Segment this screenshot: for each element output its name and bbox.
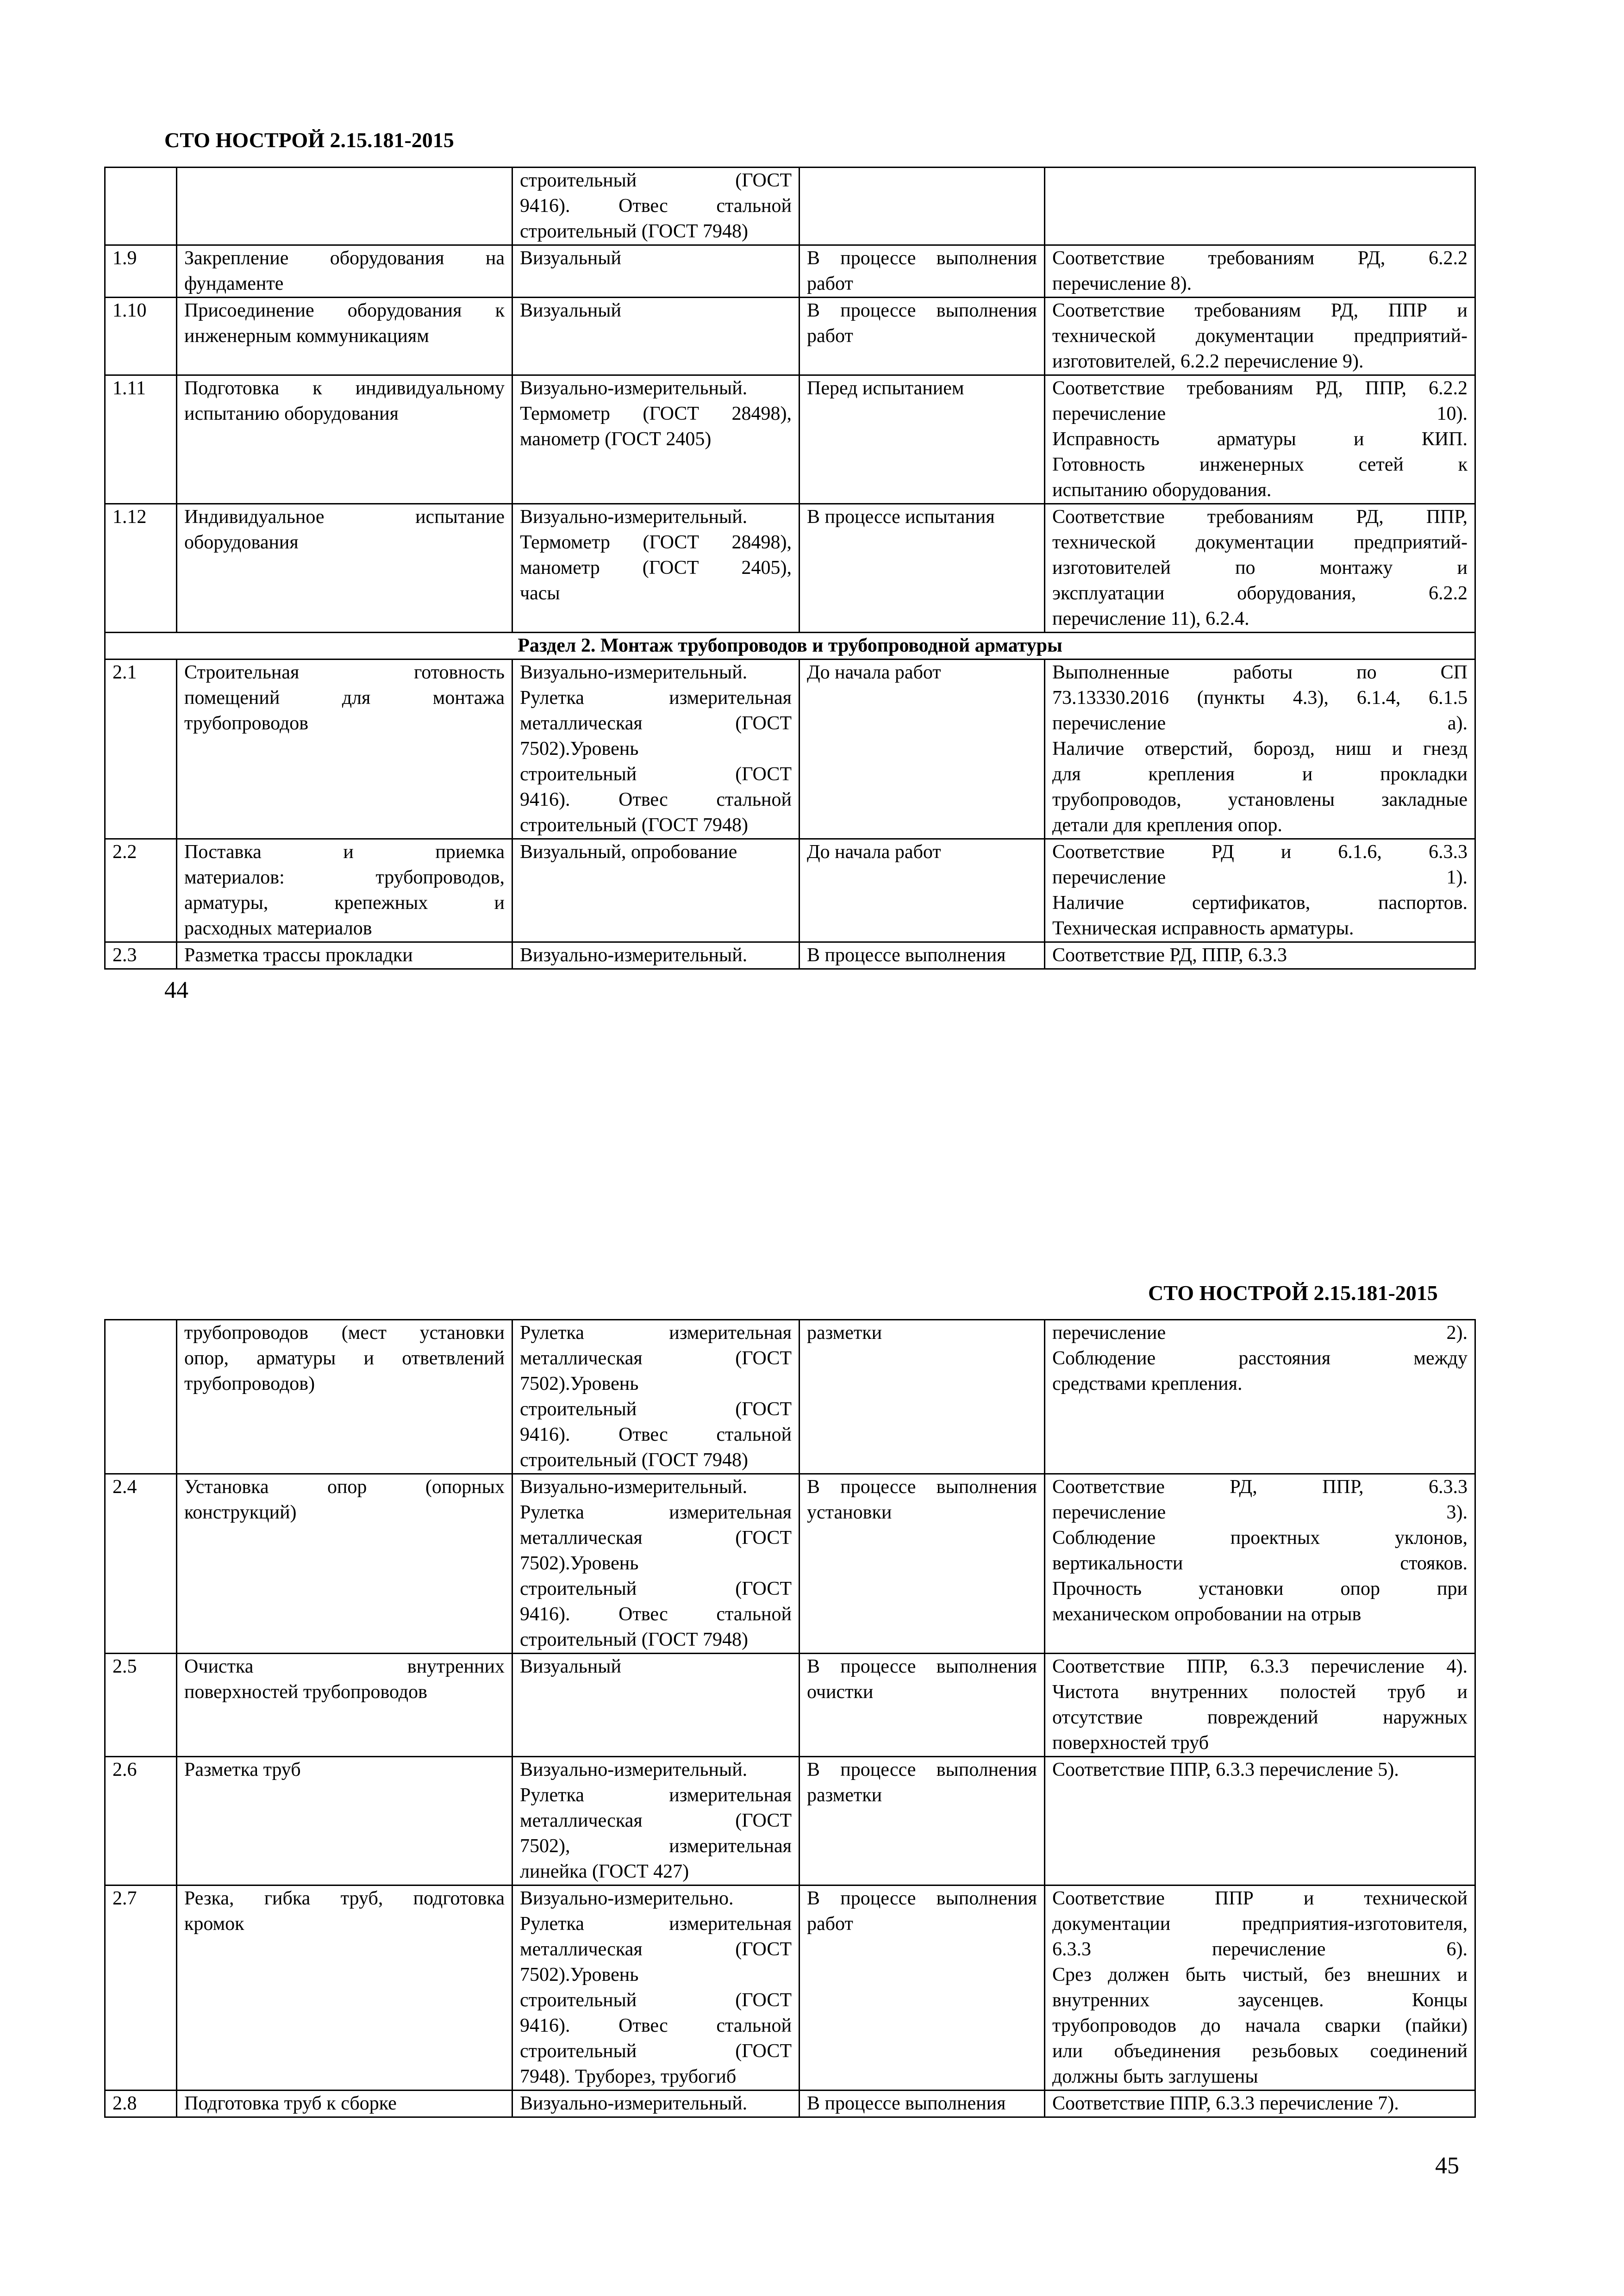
cell-line: материалов: трубопроводов, [184, 867, 505, 888]
operation-cell [177, 1654, 512, 1757]
requirement-cell [1045, 1474, 1475, 1654]
cell-line: Перед испытанием [807, 378, 964, 399]
cell-line: В процессе выполнения [807, 1759, 1037, 1780]
cell-line: Соответствие требованиям РД, 6.2.2 [1052, 248, 1468, 269]
cell-line: Визуально-измерительный. [520, 506, 748, 528]
row-number: 1.12 [105, 504, 177, 633]
cell-line: металлическая (ГОСТ [520, 1348, 792, 1369]
cell-line: строительный (ГОСТ [520, 2041, 792, 2062]
cell-line: Резка, гибка труб, подготовка [184, 1888, 505, 1909]
cell-line: металлическая (ГОСТ [520, 1810, 792, 1831]
cell-line: строительный (ГОСТ [520, 1578, 792, 1599]
cell-line: строительный (ГОСТ [520, 170, 792, 191]
page-header-bottom: СТО НОСТРОЙ 2.15.181-2015 [1148, 1281, 1438, 1305]
cell-line: 9416). Отвес стальной [520, 1604, 792, 1625]
cell-line: 9416). Отвес стальной [520, 789, 792, 810]
page-header-top: СТО НОСТРОЙ 2.15.181-2015 [164, 128, 454, 152]
row-number: 2.1 [105, 660, 177, 839]
cell-line: 7502).Уровень [520, 1373, 639, 1394]
cell-line: испытанию оборудования [184, 403, 399, 424]
cell-line: поверхностей трубопроводов [184, 1681, 427, 1703]
table-row [105, 1885, 1475, 2091]
method-cell [512, 1885, 800, 2091]
table-row [105, 839, 1475, 942]
cell-line: Подготовка к индивидуальному [184, 378, 505, 399]
cell-line: В процессе выполнения [807, 1656, 1037, 1677]
timing-cell [800, 1654, 1045, 1757]
cell-line: трубопроводов) [184, 1373, 315, 1394]
timing-cell [800, 2091, 1045, 2117]
cell-line: опор, арматуры и ответвлений [184, 1348, 505, 1369]
table-row [105, 375, 1475, 504]
page-number-top: 44 [164, 977, 188, 1003]
section-row [105, 633, 1475, 660]
row-number: 2.2 [105, 839, 177, 942]
cell-line: строительный (ГОСТ 7948) [520, 1450, 748, 1471]
cell-line: расходных материалов [184, 918, 372, 939]
cell-line: 9416). Отвес стальной [520, 1424, 792, 1445]
cell-line: 9416). Отвес стальной [520, 2015, 792, 2036]
cell-line: технической документации предприятий- [1052, 325, 1468, 347]
requirement-cell [1045, 1654, 1475, 1757]
cell-line: Чистота внутренних полостей труб и [1052, 1681, 1468, 1703]
table-row [105, 660, 1475, 839]
cell-line: В процессе выполнения [807, 1476, 1037, 1498]
timing-cell [800, 942, 1045, 969]
cell-line: Термометр (ГОСТ 28498), [520, 532, 792, 553]
cell-line: разметки [807, 1785, 882, 1806]
cell-line: манометр (ГОСТ 2405), [520, 557, 792, 579]
cell-line: манометр (ГОСТ 2405) [520, 429, 712, 450]
cell-line: Установка опор (опорных [184, 1476, 505, 1498]
cell-line: Готовность инженерных сетей к [1052, 454, 1468, 475]
cell-line: Соответствие ППР, 6.3.3 перечисление 7). [1052, 2093, 1399, 2114]
cell-line: строительный (ГОСТ [520, 1990, 792, 2011]
cell-line: Соответствие ППР, 6.3.3 перечисление 4). [1052, 1656, 1468, 1677]
cell-line: Выполненные работы по СП [1052, 662, 1468, 683]
cell-line: перечисление 8). [1052, 273, 1192, 294]
timing-cell [800, 375, 1045, 504]
row-number: 2.3 [105, 942, 177, 969]
operation-cell [177, 298, 512, 375]
method-cell [512, 298, 800, 375]
cell-line: В процессе испытания [807, 506, 995, 528]
cell-line: Термометр (ГОСТ 28498), [520, 403, 792, 424]
timing-cell [800, 660, 1045, 839]
requirement-cell [1045, 1757, 1475, 1885]
row-number [105, 1320, 177, 1474]
cell-line: Визуально-измерительный. [520, 1759, 748, 1780]
method-cell [512, 1654, 800, 1757]
cell-line: поверхностей труб [1052, 1732, 1209, 1754]
cell-line: часы [520, 583, 560, 604]
requirement-cell [1045, 660, 1475, 839]
cell-line: Закрепление оборудования на [184, 248, 505, 269]
timing-cell [800, 504, 1045, 633]
cell-line: детали для крепления опор. [1052, 815, 1282, 836]
cell-line: В процессе выполнения [807, 300, 1037, 321]
cell-line: Соответствие требованиям РД, ППР и [1052, 300, 1468, 321]
cell-line: В процессе выполнения [807, 2093, 1006, 2114]
cell-line: Рулетка измерительная [520, 1322, 792, 1344]
timing-cell [800, 1885, 1045, 2091]
cell-line: работ [807, 273, 853, 294]
cell-line: Визуальный [520, 1656, 621, 1677]
requirement-cell [1045, 1885, 1475, 2091]
cell-line: Индивидуальное испытание [184, 506, 505, 528]
cell-line: Визуально-измерительно. [520, 1888, 734, 1909]
method-cell [512, 1320, 800, 1474]
row-number: 2.6 [105, 1757, 177, 1885]
operation-cell [177, 839, 512, 942]
cell-line: Присоединение оборудования к [184, 300, 505, 321]
cell-line: очистки [807, 1681, 874, 1703]
cell-line: металлическая (ГОСТ [520, 1939, 792, 1960]
method-cell [512, 245, 800, 298]
requirement-cell [1045, 298, 1475, 375]
cell-line: строительный (ГОСТ [520, 764, 792, 785]
cell-line: трубопроводов [184, 713, 309, 734]
table-row [105, 1654, 1475, 1757]
cell-line: Подготовка труб к сборке [184, 2093, 397, 2114]
cell-line: Визуальный [520, 248, 621, 269]
cell-line: технической документации предприятий- [1052, 532, 1468, 553]
cell-line: перечисление 11), 6.2.4. [1052, 608, 1249, 629]
cell-line: работ [807, 1913, 853, 1935]
cell-line: перечисление 3). [1052, 1502, 1468, 1523]
table-row [105, 942, 1475, 969]
cell-line: В процессе выполнения [807, 1888, 1037, 1909]
requirement-cell [1045, 942, 1475, 969]
cell-line: Рулетка измерительная [520, 687, 792, 709]
inspection-table-top [104, 167, 1476, 970]
cell-line: испытанию оборудования. [1052, 479, 1272, 501]
cell-line: арматуры, крепежных и [184, 892, 505, 914]
timing-cell [800, 298, 1045, 375]
method-cell [512, 839, 800, 942]
requirement-cell [1045, 168, 1475, 245]
operation-cell [177, 1757, 512, 1885]
cell-line: Соответствие РД и 6.1.6, 6.3.3 [1052, 841, 1468, 863]
cell-line: 7502), измерительная [520, 1836, 792, 1857]
cell-line: строительный (ГОСТ 7948) [520, 221, 748, 242]
cell-line: Срез должен быть чистый, без внешних и [1052, 1964, 1468, 1985]
cell-line: Рулетка измерительная [520, 1785, 792, 1806]
cell-line: трубопроводов (мест установки [184, 1322, 505, 1344]
method-cell [512, 660, 800, 839]
cell-line: эксплуатации оборудования, 6.2.2 [1052, 583, 1468, 604]
operation-cell [177, 660, 512, 839]
cell-line: помещений для монтажа [184, 687, 505, 709]
cell-line: Рулетка измерительная [520, 1502, 792, 1523]
requirement-cell [1045, 375, 1475, 504]
cell-line: Соответствие ППР, 6.3.3 перечисление 5). [1052, 1759, 1399, 1780]
cell-line: Соответствие РД, ППР, 6.3.3 [1052, 945, 1287, 966]
cell-line: До начала работ [807, 662, 941, 683]
cell-line: механическом опробовании на отрыв [1052, 1604, 1362, 1625]
cell-line: оборудования [184, 532, 299, 553]
operation-cell [177, 504, 512, 633]
cell-line: Разметка труб [184, 1759, 301, 1780]
row-number: 1.11 [105, 375, 177, 504]
cell-line: Рулетка измерительная [520, 1913, 792, 1935]
cell-line: 7948). Труборез, трубогиб [520, 2066, 737, 2087]
cell-line: Соответствие требованиям РД, ППР, 6.2.2 [1052, 378, 1468, 399]
method-cell [512, 168, 800, 245]
cell-line: Разметка трассы прокладки [184, 945, 413, 966]
row-number: 2.8 [105, 2091, 177, 2117]
requirement-cell [1045, 1320, 1475, 1474]
cell-line: Визуально-измерительный. [520, 1476, 748, 1498]
table-row [105, 245, 1475, 298]
page-number-bottom: 45 [1435, 2153, 1459, 2179]
timing-cell [800, 1320, 1045, 1474]
cell-line: средствами крепления. [1052, 1373, 1243, 1394]
cell-line: фундаменте [184, 273, 284, 294]
cell-line: Визуально-измерительный. [520, 662, 748, 683]
cell-line: Визуально-измерительный. [520, 945, 748, 966]
cell-line: установки [807, 1502, 892, 1523]
timing-cell [800, 839, 1045, 942]
method-cell [512, 1757, 800, 1885]
cell-line: Наличие сертификатов, паспортов. [1052, 892, 1468, 914]
timing-cell [800, 245, 1045, 298]
requirement-cell [1045, 839, 1475, 942]
cell-line: В процессе выполнения [807, 248, 1037, 269]
cell-line: Техническая исправность арматуры. [1052, 918, 1354, 939]
cell-line: Исправность арматуры и КИП. [1052, 429, 1468, 450]
row-number: 1.9 [105, 245, 177, 298]
cell-line: работ [807, 325, 853, 347]
operation-cell [177, 168, 512, 245]
cell-line: Визуальный, опробование [520, 841, 737, 863]
cell-line: 73.13330.2016 (пункты 4.3), 6.1.4, 6.1.5 [1052, 687, 1468, 709]
operation-cell [177, 942, 512, 969]
cell-line: 7502).Уровень [520, 1964, 639, 1985]
cell-line: 7502).Уровень [520, 738, 639, 759]
timing-cell [800, 1474, 1045, 1654]
method-cell [512, 375, 800, 504]
cell-line: Прочность установки опор при [1052, 1578, 1468, 1599]
requirement-cell [1045, 2091, 1475, 2117]
requirement-cell [1045, 504, 1475, 633]
cell-line: для крепления и прокладки [1052, 764, 1468, 785]
cell-line: строительный (ГОСТ 7948) [520, 1629, 748, 1650]
cell-line: Соответствие требованиям РД, ППР, [1052, 506, 1468, 528]
cell-line: отсутствие повреждений наружных [1052, 1707, 1468, 1728]
method-cell [512, 504, 800, 633]
cell-line: 9416). Отвес стальной [520, 195, 792, 217]
method-cell [512, 2091, 800, 2117]
cell-line: должны быть заглушены [1052, 2066, 1258, 2087]
cell-line: перечисление 2). [1052, 1322, 1468, 1344]
cell-line: Наличие отверстий, борозд, ниш и гнезд [1052, 738, 1468, 759]
cell-line: Поставка и приемка [184, 841, 505, 863]
cell-line: металлическая (ГОСТ [520, 1527, 792, 1549]
cell-line: внутренних заусенцев. Концы [1052, 1990, 1468, 2011]
method-cell [512, 942, 800, 969]
cell-line: Соблюдение расстояния между [1052, 1348, 1468, 1369]
cell-line: вертикальности стояков. [1052, 1553, 1468, 1574]
operation-cell [177, 245, 512, 298]
cell-line: 6.3.3 перечисление 6). [1052, 1939, 1468, 1960]
cell-line: Визуально-измерительный. [520, 2093, 748, 2114]
method-cell [512, 1474, 800, 1654]
cell-line: трубопроводов, установлены закладные [1052, 789, 1468, 810]
row-number [105, 168, 177, 245]
operation-cell [177, 1885, 512, 2091]
cell-line: Соответствие ППР и технической [1052, 1888, 1468, 1909]
operation-cell [177, 375, 512, 504]
cell-line: 7502).Уровень [520, 1553, 639, 1574]
timing-cell [800, 1757, 1045, 1885]
table-row [105, 2091, 1475, 2117]
cell-line: До начала работ [807, 841, 941, 863]
operation-cell [177, 2091, 512, 2117]
cell-line: разметки [807, 1322, 882, 1344]
cell-line: строительный (ГОСТ [520, 1399, 792, 1420]
cell-line: или объединения резьбовых соединений [1052, 2041, 1468, 2062]
cell-line: документации предприятия-изготовителя, [1052, 1913, 1468, 1935]
section-title: Раздел 2. Монтаж трубопроводов и трубопроводной арматуры [105, 633, 1475, 660]
cell-line: перечисление 1). [1052, 867, 1468, 888]
cell-line: Очистка внутренних [184, 1656, 505, 1677]
table-row [105, 168, 1475, 245]
inspection-table-bottom [104, 1319, 1476, 2118]
row-number: 2.4 [105, 1474, 177, 1654]
cell-line: Соответствие РД, ППР, 6.3.3 [1052, 1476, 1468, 1498]
timing-cell [800, 168, 1045, 245]
cell-line: В процессе выполнения [807, 945, 1006, 966]
row-number: 2.7 [105, 1885, 177, 2091]
requirement-cell [1045, 245, 1475, 298]
cell-line: Строительная готовность [184, 662, 505, 683]
operation-cell [177, 1474, 512, 1654]
table-row [105, 1474, 1475, 1654]
cell-line: трубопроводов до начала сварки (пайки) [1052, 2015, 1468, 2036]
table-row [105, 504, 1475, 633]
table-row [105, 1320, 1475, 1474]
cell-line: линейка (ГОСТ 427) [520, 1861, 689, 1882]
cell-line: перечисление а). [1052, 713, 1468, 734]
table-row [105, 1757, 1475, 1885]
cell-line: кромок [184, 1913, 244, 1935]
cell-line: инженерным коммуникациям [184, 325, 429, 347]
cell-line: изготовителей, 6.2.2 перечисление 9). [1052, 351, 1364, 372]
operation-cell [177, 1320, 512, 1474]
cell-line: перечисление 10). [1052, 403, 1468, 424]
row-number: 2.5 [105, 1654, 177, 1757]
cell-line: изготовителей по монтажу и [1052, 557, 1468, 579]
cell-line: строительный (ГОСТ 7948) [520, 815, 748, 836]
cell-line: конструкций) [184, 1502, 297, 1523]
cell-line: Визуальный [520, 300, 621, 321]
cell-line: Визуально-измерительный. [520, 378, 748, 399]
table-row [105, 298, 1475, 375]
cell-line: Соблюдение проектных уклонов, [1052, 1527, 1468, 1549]
cell-line: металлическая (ГОСТ [520, 713, 792, 734]
row-number: 1.10 [105, 298, 177, 375]
